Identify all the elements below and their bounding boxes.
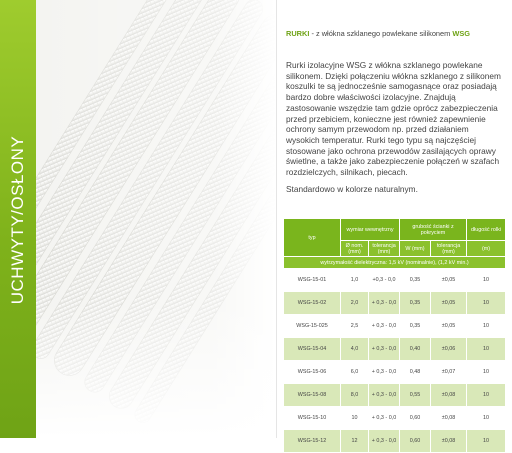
cell-length: 10 [467, 384, 506, 407]
product-photo [36, 0, 276, 438]
cell-length: 10 [467, 430, 506, 453]
header-length-unit: (m) [467, 241, 506, 257]
cell-tolerance: + 0,3 - 0,0 [369, 430, 400, 453]
cell-tolerance: + 0,3 - 0,0 [369, 361, 400, 384]
cell-type: WSG-15-01 [284, 269, 341, 292]
cell-tolerance: + 0,3 - 0,0 [369, 315, 400, 338]
header-nominal: Ø nom. (mm) [341, 241, 369, 257]
column-divider [276, 0, 277, 438]
spec-table [283, 218, 506, 453]
table-row [284, 430, 506, 453]
table-row [284, 269, 506, 292]
standard-color-note: Standardowo w kolorze naturalnym. [286, 184, 418, 194]
cell-nominal: 8,0 [341, 384, 369, 407]
cell-length: 10 [467, 292, 506, 315]
header-wall-thickness: grubość ścianki z pokryciem [400, 219, 467, 241]
cell-wall: 0,40 [400, 338, 431, 361]
dielectric-strength-note: wytrzymałość dielektryczna: 1,5 kV (nominalnie), (1,2 kV min.) [284, 257, 506, 269]
cell-nominal: 6,0 [341, 361, 369, 384]
cell-tolerance: + 0,3 - 0,0 [369, 292, 400, 315]
product-description: Rurki izolacyjne WSG z włókna szklanego powlekane silikonem. Dzięki połączeniu włókna szklanego z silikonem koszulki te są jednocześnie samogasnące oraz posiadają bardzo dobre właściwości izolacyjne. Znajdują zastosowanie wszędzie tam gdzie oprócz zabezpieczenia przed przebiciem, konieczne jest również zapewnienie ochrony samym przewodom np. przed działaniem wysokich temperatur. Rurki tego typu są najczęściej stosowane jako ochrona przewodów zasilających oprawy świetlne, a także jako zabezpieczenie połączeń w szafach rozdzielczych, silnikach, piecach. [286, 60, 501, 178]
cell-nominal: 10 [341, 407, 369, 430]
table-row [284, 407, 506, 430]
category-label: UCHWYTY/OSŁONY [8, 135, 27, 305]
cell-wall-tolerance: ±0,05 [431, 315, 467, 338]
cell-nominal: 12 [341, 430, 369, 453]
header-internal-size: wymiar wewnętrzny [341, 219, 400, 241]
product-name: RURKI [286, 29, 310, 38]
cell-type: WSG-15-025 [284, 315, 341, 338]
cell-wall-tolerance: ±0,08 [431, 384, 467, 407]
cell-nominal: 2,5 [341, 315, 369, 338]
fiberglass-sleeves-image [36, 0, 276, 438]
cell-wall-tolerance: ±0,08 [431, 407, 467, 430]
cell-length: 10 [467, 315, 506, 338]
cell-nominal: 2,0 [341, 292, 369, 315]
cell-tolerance: +0,3 - 0,0 [369, 269, 400, 292]
header-wall-tolerance: tolerancja (mm) [431, 241, 467, 257]
page-title [286, 29, 501, 38]
cell-wall: 0,55 [400, 384, 431, 407]
cell-tolerance: + 0,3 - 0,0 [369, 407, 400, 430]
cell-type: WSG-15-12 [284, 430, 341, 453]
product-code: WSG [452, 29, 471, 38]
cell-type: WSG-15-04 [284, 338, 341, 361]
cell-length: 10 [467, 361, 506, 384]
cell-length: 10 [467, 269, 506, 292]
cell-wall-tolerance: ±0,07 [431, 361, 467, 384]
cell-tolerance: + 0,3 - 0,0 [369, 384, 400, 407]
header-wall: W (mm) [400, 241, 431, 257]
cell-length: 10 [467, 407, 506, 430]
cell-length: 10 [467, 338, 506, 361]
table-row [284, 338, 506, 361]
header-length: długość rolki [467, 219, 506, 241]
cell-wall: 0,48 [400, 361, 431, 384]
table-row [284, 384, 506, 407]
cell-wall: 0,60 [400, 430, 431, 453]
cell-type: WSG-15-06 [284, 361, 341, 384]
cell-wall: 0,60 [400, 407, 431, 430]
cell-nominal: 1,0 [341, 269, 369, 292]
cell-wall: 0,35 [400, 292, 431, 315]
cell-type: WSG-15-02 [284, 292, 341, 315]
cell-wall: 0,35 [400, 269, 431, 292]
table-row [284, 361, 506, 384]
cell-nominal: 4,0 [341, 338, 369, 361]
cell-type: WSG-15-10 [284, 407, 341, 430]
category-sidebar [0, 0, 36, 438]
cell-wall-tolerance: ±0,05 [431, 269, 467, 292]
cell-wall: 0,35 [400, 315, 431, 338]
cell-wall-tolerance: ±0,05 [431, 292, 467, 315]
cell-wall-tolerance: ±0,08 [431, 430, 467, 453]
cell-tolerance: + 0,3 - 0,0 [369, 338, 400, 361]
table-row [284, 292, 506, 315]
table-row [284, 315, 506, 338]
header-type: typ [284, 219, 341, 257]
cell-wall-tolerance: ±0,06 [431, 338, 467, 361]
header-tolerance: tolerancja (mm) [369, 241, 400, 257]
cell-type: WSG-15-08 [284, 384, 341, 407]
title-text: - z włókna szklanego powlekane silikonem [309, 29, 453, 38]
